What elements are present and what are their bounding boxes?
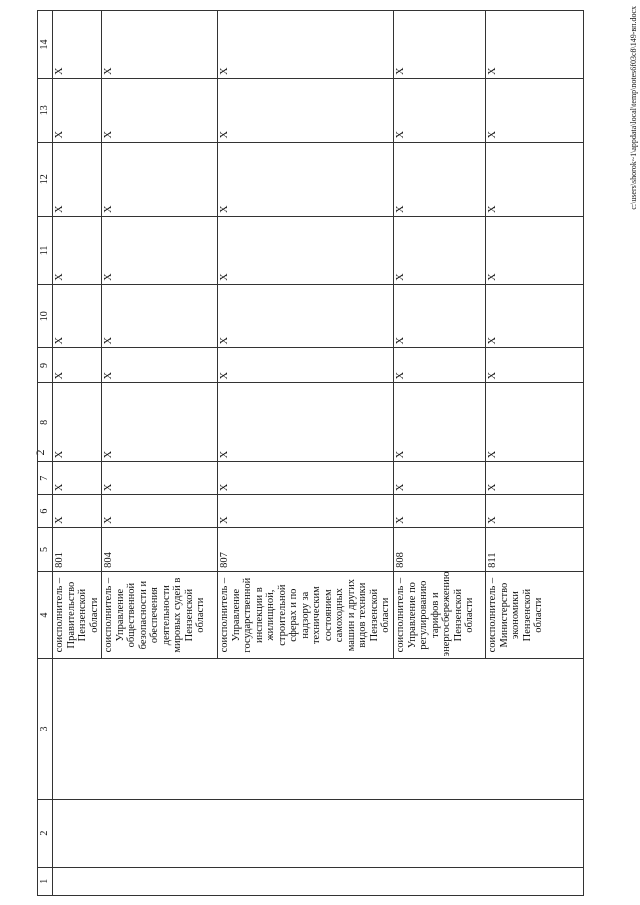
mark-cell: X xyxy=(394,142,486,216)
executor-cell: соисполнитель – Управление государственной инспекции в жилищной, строительной сферах и по надзору за техническим состоянием самоходных машин и других видов техники Пензенской области xyxy=(218,571,394,659)
mark-cell: X xyxy=(53,142,102,216)
column-number: 10 xyxy=(38,284,53,348)
column-number: 13 xyxy=(38,79,53,143)
mark-cell: X xyxy=(102,495,218,528)
code-cell: 807 xyxy=(218,528,394,572)
mark-cell: X xyxy=(394,383,486,462)
executor-cell: соисполнитель – Управление по регулированию тарифов и энергосбережению Пензенской области xyxy=(394,571,486,659)
column-number: 12 xyxy=(38,142,53,216)
mark-cell: X xyxy=(486,11,584,79)
merged-cell-col2 xyxy=(53,799,584,867)
mark-cell: X xyxy=(102,217,218,285)
column-number: 6 xyxy=(38,495,53,528)
table-row xyxy=(53,11,102,896)
executor-cell: соисполнитель – Управление общественной безопасности и обеспечения деятельности мировых судей в Пензенской области xyxy=(102,571,218,659)
mark-cell: X xyxy=(394,462,486,495)
mark-cell: X xyxy=(394,284,486,348)
mark-cell: X xyxy=(53,495,102,528)
mark-cell: X xyxy=(486,142,584,216)
mark-cell: X xyxy=(394,495,486,528)
mark-cell: X xyxy=(53,79,102,143)
mark-cell: X xyxy=(218,383,394,462)
mark-cell: X xyxy=(394,11,486,79)
column-number: 8 xyxy=(38,383,53,462)
column-number: 2 xyxy=(38,799,53,867)
executor-cell: соисполнитель – Правительство Пензенской области xyxy=(53,571,102,659)
mark-cell: X xyxy=(218,495,394,528)
mark-cell: X xyxy=(486,79,584,143)
mark-cell: X xyxy=(486,217,584,285)
column-number: 7 xyxy=(38,462,53,495)
mark-cell: X xyxy=(218,11,394,79)
code-cell: 801 xyxy=(53,528,102,572)
page-number: 2 xyxy=(33,449,47,456)
column-number: 1 xyxy=(38,867,53,895)
mark-cell: X xyxy=(218,284,394,348)
column-number: 5 xyxy=(38,528,53,572)
mark-cell: X xyxy=(486,462,584,495)
mark-cell: X xyxy=(53,11,102,79)
column-number: 11 xyxy=(38,217,53,285)
mark-cell: X xyxy=(218,348,394,383)
data-table xyxy=(37,10,584,896)
column-number-row xyxy=(38,11,53,896)
mark-cell: X xyxy=(394,348,486,383)
mark-cell: X xyxy=(53,348,102,383)
column-number: 14 xyxy=(38,11,53,79)
mark-cell: X xyxy=(394,217,486,285)
mark-cell: X xyxy=(53,217,102,285)
mark-cell: X xyxy=(102,383,218,462)
mark-cell: X xyxy=(486,495,584,528)
column-number: 9 xyxy=(38,348,53,383)
column-number: 4 xyxy=(38,571,53,659)
merged-cell-col1 xyxy=(53,867,584,895)
mark-cell: X xyxy=(102,11,218,79)
code-cell: 808 xyxy=(394,528,486,572)
mark-cell: X xyxy=(394,79,486,143)
mark-cell: X xyxy=(218,217,394,285)
mark-cell: X xyxy=(102,284,218,348)
mark-cell: X xyxy=(53,462,102,495)
mark-cell: X xyxy=(102,348,218,383)
executor-cell: соисполнитель – Министерство экономики Пензенской области xyxy=(486,571,584,659)
mark-cell: X xyxy=(486,284,584,348)
mark-cell: X xyxy=(53,284,102,348)
mark-cell: X xyxy=(102,142,218,216)
document-file-path: c:\users\shorok~1\appdata\local\temp\notes6f03c8\149-вп.docx xyxy=(629,6,638,210)
mark-cell: X xyxy=(486,383,584,462)
mark-cell: X xyxy=(486,348,584,383)
merged-cell-col3 xyxy=(53,659,584,799)
mark-cell: X xyxy=(53,383,102,462)
mark-cell: X xyxy=(102,79,218,143)
code-cell: 811 xyxy=(486,528,584,572)
mark-cell: X xyxy=(218,142,394,216)
mark-cell: X xyxy=(218,79,394,143)
mark-cell: X xyxy=(218,462,394,495)
column-number: 3 xyxy=(38,659,53,799)
mark-cell: X xyxy=(102,462,218,495)
code-cell: 804 xyxy=(102,528,218,572)
